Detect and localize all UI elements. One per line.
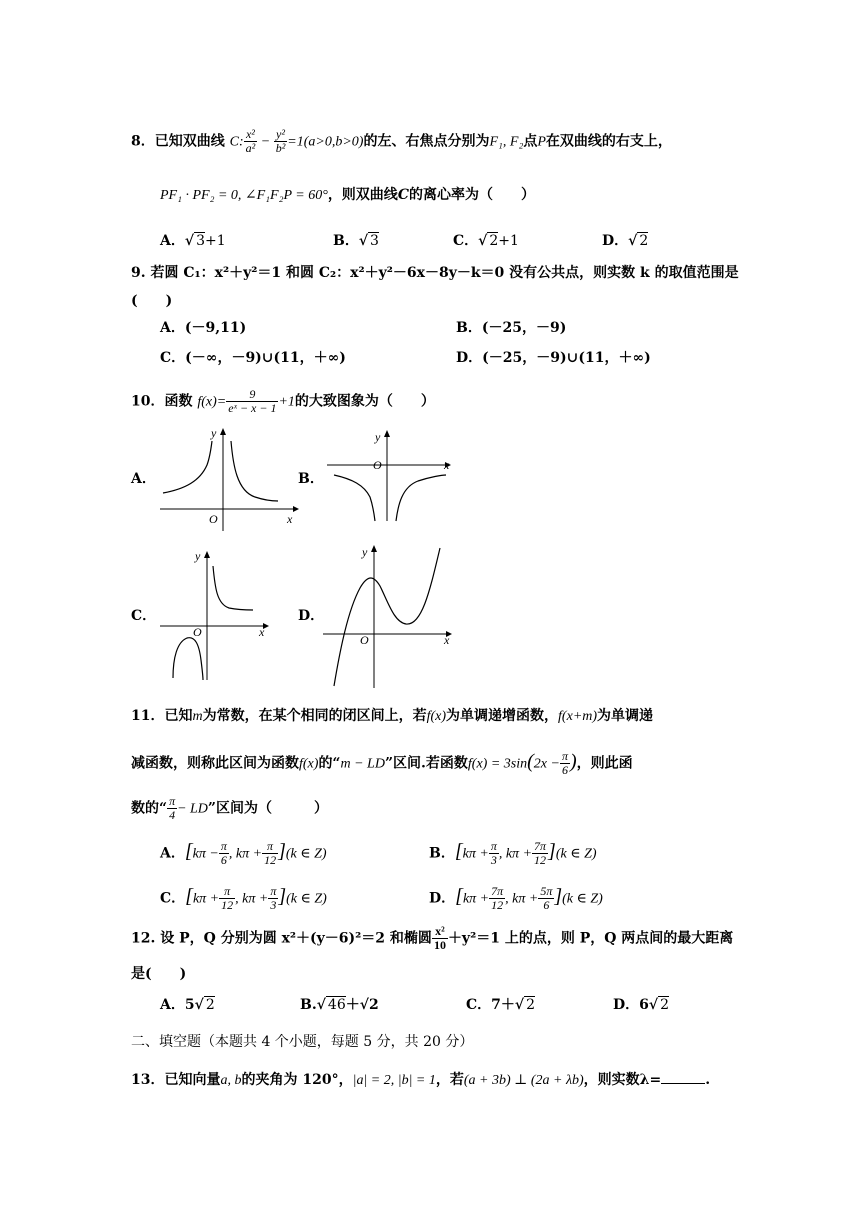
q11-option-b[interactable]: B．[kπ + $\frac{\pi}{3}$ , kπ + $\frac{7\pi}{12}$ ](k ∈ Z) <box>429 839 597 867</box>
q12-line2: 是( ) <box>131 966 187 982</box>
q10-line: 10．函数 f(x)= $\frac{9}{\text{eˣ − x − 1}}$ +1的大致图象为（ ） <box>131 387 435 415</box>
graph-b[interactable] <box>322 425 462 525</box>
q11-option-a[interactable]: A．[kπ − $\frac{\pi}{6}$ , kπ + $\frac{\pi}{12}$ ](k ∈ Z) <box>160 839 327 867</box>
graph-c-x-label: x <box>259 625 265 639</box>
q9-option-d[interactable]: D．(－25，－9)∪(11，＋∞) <box>456 350 651 366</box>
q8-option-c[interactable]: C．√ 2+1 <box>453 233 519 249</box>
graph-b-label: B． <box>298 471 324 487</box>
graph-d-y-label: y <box>362 545 368 559</box>
q9-option-a[interactable]: A．(－9,11) <box>160 320 247 336</box>
graph-d[interactable] <box>318 540 463 690</box>
graph-d-label: D． <box>298 608 325 624</box>
q8-option-d[interactable]: D．√ 2 <box>602 233 649 249</box>
q11-option-d[interactable]: D．[kπ + $\frac{7\pi}{12}$ , kπ + $\frac{5\pi}{6}$ ](k ∈ Z) <box>429 884 603 912</box>
q10-fraction: $\frac{9}{\text{eˣ − x − 1}}$ <box>228 387 277 415</box>
q13-answer-blank[interactable] <box>661 1069 705 1084</box>
q8-option-b[interactable]: B．√ 3 <box>333 233 379 249</box>
graph-d-x-label: x <box>444 633 450 647</box>
graph-c[interactable] <box>155 548 280 682</box>
graph-a-origin: O <box>209 512 218 526</box>
q8-line1: 8．已知双曲线 C: $\frac{\text{x²}}{\text{a²}}$ − $\frac{\text{y²}}{\text{b²}}$ =1(a>0,b>0)的左、右焦点分别为F₁, F₂点P在双曲线的右支上， <box>131 127 672 155</box>
graph-a[interactable] <box>155 425 300 533</box>
q8-frac-y: $\frac{\text{y²}}{\text{b²}}$ <box>275 127 286 155</box>
q8-number: 8． <box>131 133 155 150</box>
q13-line: 13．已知向量a, b的夹角为 120°，|a| = 2, |b| = 1，若(a + 3b) ⊥ (2a + λb)，则实数λ= . <box>131 1069 710 1091</box>
q9-line2: ( ) <box>131 293 173 309</box>
q9-line1: 9. 若圆 C₁：x²＋y²＝1 和圆 C₂：x²＋y²－6x－8y－k＝0 没有公共点，则实数 k 的取值范围是 <box>131 265 739 281</box>
q11-line3: 数的“ $\frac{\pi}{4}$ − LD”区间为（ ） <box>131 794 328 822</box>
q12-option-b[interactable]: B.√ 46＋√2 <box>300 997 379 1013</box>
graph-b-origin: O <box>373 458 382 472</box>
graph-c-origin: O <box>193 625 202 639</box>
graph-a-label: A． <box>131 471 156 487</box>
graph-c-y-label: y <box>195 549 201 563</box>
q11-line2: 减函数，则称此区间为函数f(x)的“m − LD”区间.若函数f(x) = 3sin(2x − $\frac{\pi}{6}$ )，则此函 <box>131 749 633 777</box>
q9-option-b[interactable]: B．(－25，－9) <box>456 320 567 336</box>
q8-line2: PF₁ · PF₂ = 0, ∠F₁F₂P = 60°，则双曲线C的离心率为（ ） <box>160 187 535 203</box>
q12-option-a[interactable]: A．5√ 2 <box>160 997 215 1013</box>
graph-b-x-label: x <box>444 458 450 472</box>
q8-option-a[interactable]: A．√ 3+1 <box>160 233 226 249</box>
graph-a-y-label: y <box>211 426 217 440</box>
q12-line1: 12. 设 P，Q 分别为圆 x²＋(y－6)²＝2 和椭圆 $\frac{\text{x²}}{10}$ ＋y²＝1 上的点，则 P，Q 两点间的最大距离 <box>131 924 734 952</box>
q11-line1: 11．已知m为常数，在某个相同的闭区间上，若f(x)为单调递增函数，f(x+m)为单调递 <box>131 708 654 724</box>
section-2-heading: 二、填空题（本题共 4 个小题，每题 5 分，共 20 分） <box>131 1034 474 1050</box>
q12-option-c[interactable]: C．7＋√ 2 <box>466 997 536 1013</box>
q8-condition: PF₁ · PF₂ = 0, ∠F₁F₂P = 60° <box>160 188 328 203</box>
q11-option-c[interactable]: C．[kπ + $\frac{\pi}{12}$ , kπ + $\frac{\pi}{3}$ ](k ∈ Z) <box>160 884 327 912</box>
graph-d-origin: O <box>360 633 369 647</box>
graph-c-label: C． <box>131 608 157 624</box>
q12-option-d[interactable]: D．6√ 2 <box>613 997 670 1013</box>
q9-option-c[interactable]: C．(－∞，－9)∪(11，＋∞) <box>160 350 346 366</box>
q8-frac-x: $\frac{\text{x²}}{\text{a²}}$ <box>245 127 256 155</box>
graph-a-x-label: x <box>287 512 293 526</box>
graph-b-y-label: y <box>375 430 381 444</box>
